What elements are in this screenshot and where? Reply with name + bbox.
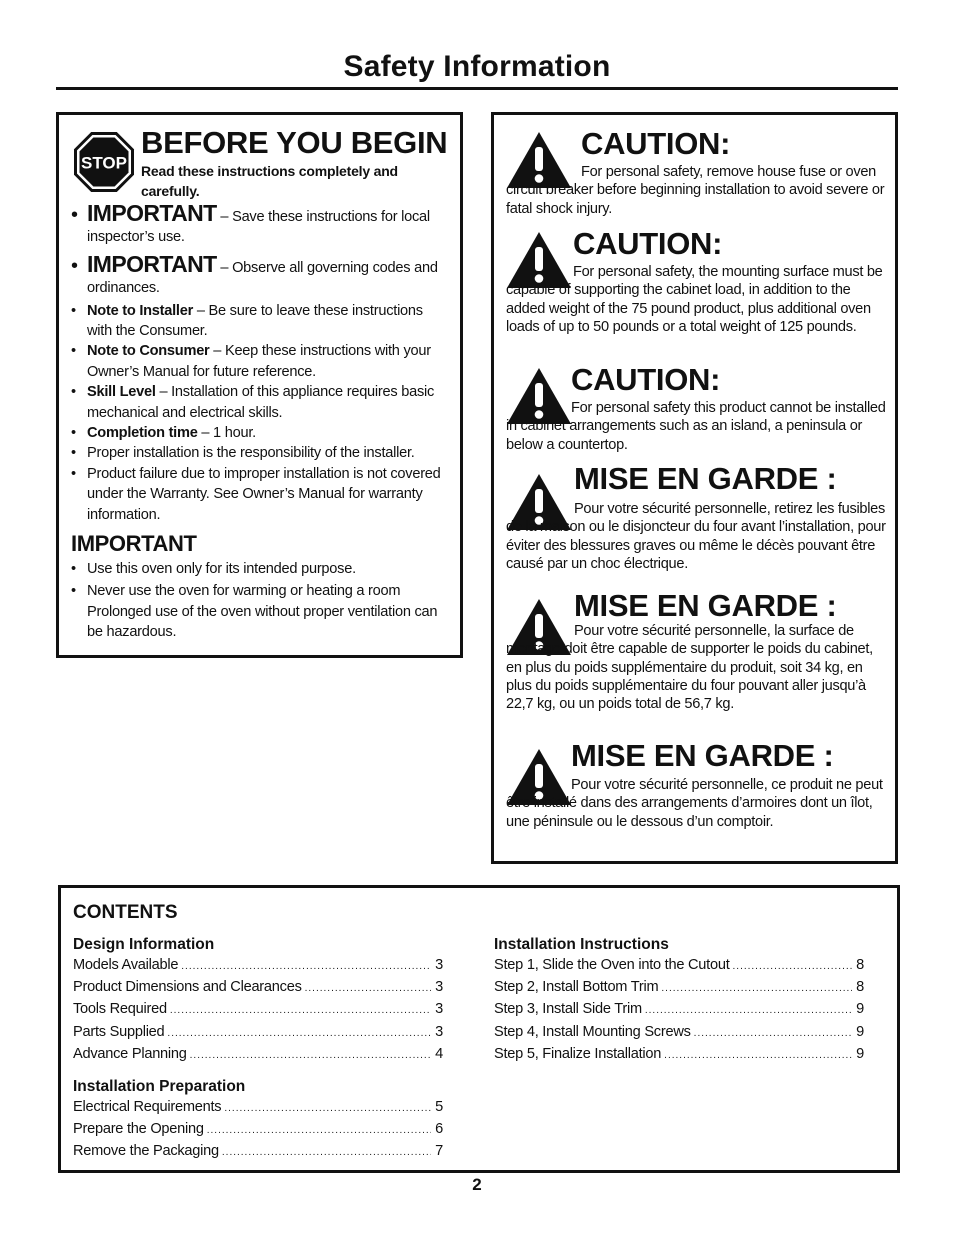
caution-text: For personal safety, remove house fuse or oven circuit breaker before beginning installation to avoid severe or fatal shock injury. (506, 164, 885, 217)
mise-en-garde-title: MISE EN GARDE : (571, 738, 834, 773)
toc-entry[interactable]: Prepare the Opening ..... 6 (73, 1119, 443, 1141)
mise-en-garde-text: Pour votre sécurité personnelle, retirez les fusibles de la maison ou le disjoncteur du four avant l’installation, pour éviter des blessures graves ou même le décès pouvant être causé par un choc électrique. (506, 501, 886, 572)
toc-entry[interactable]: Step 4, Install Mounting Screws ..... 9 (494, 1022, 864, 1044)
toc-entry[interactable]: Step 5, Finalize Installation ..... 9 (494, 1044, 864, 1066)
mise-en-garde-text: Pour votre sécurité personnelle, la surface de montage doit être capable de supporter le poids du cabinet, en plus du poids supplémentaire du produit, soit 34 kg, en plus du poids supplémentaire du four pouvant aller jusqu’à 22,7 kg, ou un poids total de 56,7 kg. (506, 623, 873, 713)
list-item: • IMPORTANT – Save these instructions for local inspector’s use. (71, 200, 430, 246)
toc-section-design (73, 935, 443, 1066)
contents-box (58, 885, 900, 1173)
toc-entry[interactable]: Models Available ..... 3 (73, 955, 443, 977)
caution-title: CAUTION: (571, 362, 721, 397)
toc-entry[interactable]: Step 2, Install Bottom Trim ..... 8 (494, 977, 864, 999)
toc-entry[interactable]: Electrical Requirements ..... 5 (73, 1097, 443, 1119)
toc-entry[interactable]: Product Dimensions and Clearances ..... 3 (73, 977, 443, 999)
toc-entry[interactable]: Step 1, Slide the Oven into the Cutout ..... 8 (494, 955, 864, 977)
list-item: • Use this oven only for its intended purpose. (71, 561, 356, 577)
before-you-begin-subheading: Read these instructions completely and carefully. (141, 163, 398, 199)
caution-box (491, 112, 898, 864)
caution-title: CAUTION: (573, 226, 723, 261)
toc-entry[interactable]: Remove the Packaging ..... 7 (73, 1141, 443, 1163)
mise-en-garde-text: Pour votre sécurité personnelle, ce produit ne peut être installé dans des arrangements d’armoires dont un îlot, une péninsule ou le dessous d’un comptoir. (506, 777, 883, 830)
before-you-begin-heading: BEFORE YOU BEGIN (141, 125, 448, 160)
toc-entry[interactable]: Parts Supplied ..... 3 (73, 1022, 443, 1044)
before-you-begin-box (56, 112, 463, 658)
toc-entry[interactable]: Advance Planning ..... 4 (73, 1044, 443, 1066)
before-you-begin-list (71, 201, 451, 525)
important-list (71, 559, 455, 643)
toc-section-heading: Installation Preparation (73, 1078, 246, 1095)
caution-text: For personal safety this product cannot be installed in cabinet arrangements such as an island, a peninsula or below a countertop. (506, 400, 886, 453)
list-item: • Proper installation is the responsibility of the installer. (71, 445, 415, 462)
important-heading: IMPORTANT (71, 531, 197, 556)
list-item: • Never use the oven for warming or heating a room Prolonged use of the oven without proper ventilation can be hazardous. (71, 583, 438, 641)
list-item: • Note to Installer – Be sure to leave these instructions with the Consumer. (71, 302, 423, 340)
toc-section-heading: Design Information (73, 936, 215, 953)
caution-text: For personal safety, the mounting surface must be capable of supporting the cabinet load, in addition to the added weight of the 75 pound product, plus additional oven loads of up to 50 pounds or a total weight of 125 pounds. (506, 264, 883, 335)
stop-sign-icon (73, 131, 135, 193)
mise-en-garde-title: MISE EN GARDE : (574, 461, 837, 496)
stop-label: STOP (81, 153, 127, 173)
list-item: • Completion time – 1 hour. (71, 425, 256, 442)
toc-section-preparation (73, 1077, 443, 1164)
list-item: • Note to Consumer – Keep these instructions with your Owner’s Manual for future reference. (71, 343, 431, 380)
page-number: 2 (472, 1175, 482, 1194)
list-item: • Skill Level – Installation of this appliance requires basic mechanical and electrical skills. (71, 384, 435, 421)
list-item: • Product failure due to improper installation is not covered under the Warranty. See Owner’s Manual for warranty information. (71, 465, 441, 523)
contents-title: CONTENTS (73, 902, 178, 923)
toc-section-installation (494, 935, 864, 1066)
page-title: Safety Information (343, 50, 611, 83)
toc-entry[interactable]: Tools Required ..... 3 (73, 999, 443, 1021)
toc-section-heading: Installation Instructions (494, 936, 669, 953)
list-item: • IMPORTANT – Observe all governing codes and ordinances. (71, 250, 438, 297)
mise-en-garde-title: MISE EN GARDE : (574, 588, 837, 623)
toc-entry[interactable]: Step 3, Install Side Trim ..... 9 (494, 999, 864, 1021)
caution-title: CAUTION: (581, 126, 731, 161)
title-rule (56, 87, 898, 90)
